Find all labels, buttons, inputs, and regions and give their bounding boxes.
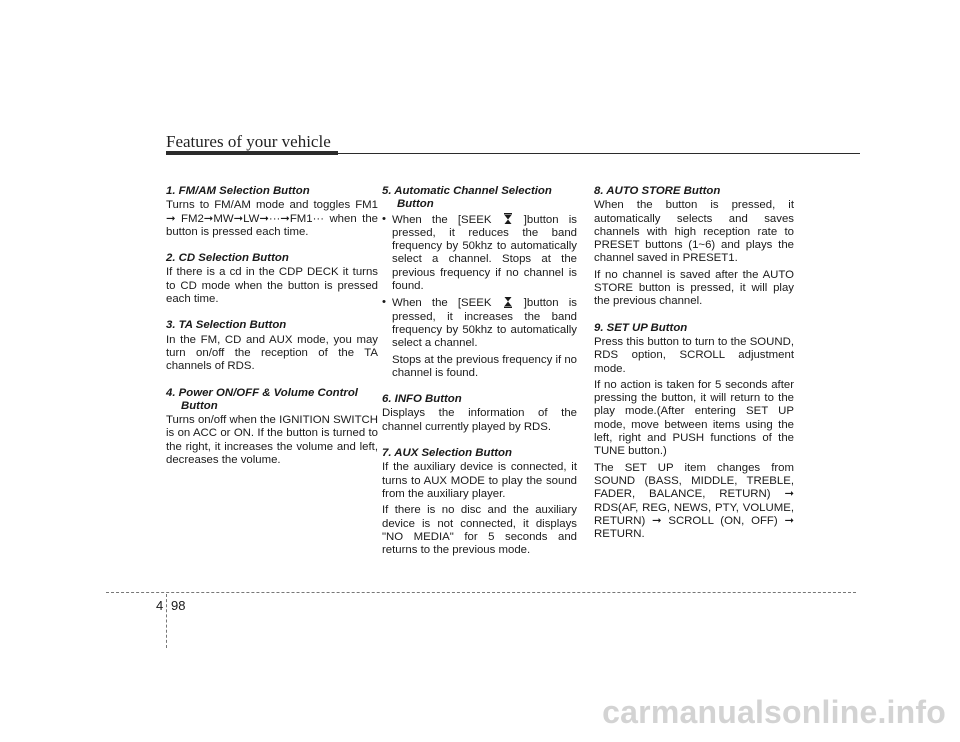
section-title-line2: Button <box>397 198 434 211</box>
section-body: Turns on/off when the IGNITION SWITCH is on ACC or ON. If the button is turned to the right, it increases the volume and left, decreases the volume. <box>166 414 378 467</box>
header-rule <box>338 153 860 154</box>
section-auto-channel <box>382 185 577 380</box>
section-body: When the button is pressed, it automatically selects and saves channels with high reception rate to PRESET buttons (1~6) and plays the channel saved in PRESET1. <box>594 199 794 265</box>
section-title-line2: Button <box>181 399 218 412</box>
section-title: 6. INFO Button <box>382 393 462 406</box>
section-fm-am <box>166 185 378 239</box>
column-1 <box>166 185 378 480</box>
seek-down-icon <box>503 213 513 225</box>
page-title: Features of your vehicle <box>166 132 331 151</box>
section-ta <box>166 319 378 373</box>
section-title: 9. SET UP Button <box>594 321 688 334</box>
section-cd <box>166 252 378 306</box>
section-setup <box>594 322 794 542</box>
section-title: 2. CD Selection Button <box>166 252 289 265</box>
section-title: 1. FM/AM Selection Button <box>166 185 310 197</box>
section-title <box>166 387 378 414</box>
section-title-line1: 5. Automatic Channel Selection <box>382 185 552 197</box>
list-item <box>382 213 577 294</box>
section-body: If there is no disc and the auxiliary device is not connected, it displays "NO MEDIA" for 5 seconds and returns to the previous mode. <box>382 504 577 557</box>
bullet-continuation: Stops at the previous frequency if no channel is found. <box>392 353 577 379</box>
chapter-number: 4 <box>156 598 164 613</box>
section-body: If no channel is saved after the AUTO STORE button is pressed, it will play the previous channel. <box>594 268 794 308</box>
bullet-text: When the [SEEK <box>392 297 492 310</box>
column-3 <box>594 185 794 554</box>
section-title: 7. AUX Selection Button <box>382 447 512 460</box>
column-2 <box>382 185 577 570</box>
section-title: 3. TA Selection Button <box>166 319 287 332</box>
footer-divider <box>166 594 167 648</box>
section-body: If no action is taken for 5 seconds after pressing the button, it will return to the play mode.(After entering SET UP mode, move between items using the left, right and PUSH functions of the TUNE button.) <box>594 378 794 458</box>
section-body: The SET UP item changes from SOUND (BASS, MIDDLE, TREBLE, FADER, BALANCE, RETURN) ➞ RDS(AF, REG, NEWS, PTY, VOLUME, RETURN) ➞ SCROLL (ON, OFF) ➞ RETURN. <box>594 461 794 541</box>
section-info <box>382 393 577 434</box>
section-body: Turns to FM/AM mode and toggles FM1 ➞ FM2➞MW➞LW➞···➞FM1··· when the button is pressed each time. <box>166 199 378 238</box>
section-body: If there is a cd in the CDP DECK it turns to CD mode when the button is pressed each time. <box>166 266 378 306</box>
seek-up-icon <box>503 296 513 308</box>
list-item <box>382 296 577 350</box>
section-body: Press this button to turn to the SOUND, RDS option, SCROLL adjustment mode. <box>594 335 794 375</box>
bullet-text: When the [SEEK <box>392 213 492 226</box>
watermark: carmanualsonline.info <box>602 694 946 730</box>
section-title: 8. AUTO STORE Button <box>594 185 721 197</box>
footer-rule <box>106 592 856 593</box>
section-body: In the FM, CD and AUX mode, you may turn on/off the reception of the TA channels of RDS. <box>166 333 378 373</box>
bullet-text: ]button is pressed, it increases the band frequency by 50khz to automatically select a channel. <box>392 297 577 350</box>
page-number: 98 <box>171 598 186 613</box>
section-title-line1: 4. Power ON/OFF & Volume Control <box>166 386 358 399</box>
section-auto-store <box>594 185 794 309</box>
header-bar <box>166 151 338 155</box>
bullet-text: ]button is pressed, it reduces the band frequency by 50khz to automatically select a channel. Stops at the previous frequency if no channel is found. <box>392 213 577 293</box>
section-title <box>382 185 577 212</box>
section-aux <box>382 447 577 557</box>
section-power-volume <box>166 387 378 468</box>
section-body: If the auxiliary device is connected, it turns to AUX MODE to play the sound from the auxiliary player. <box>382 461 577 500</box>
section-body: Displays the information of the channel currently played by RDS. <box>382 407 577 433</box>
